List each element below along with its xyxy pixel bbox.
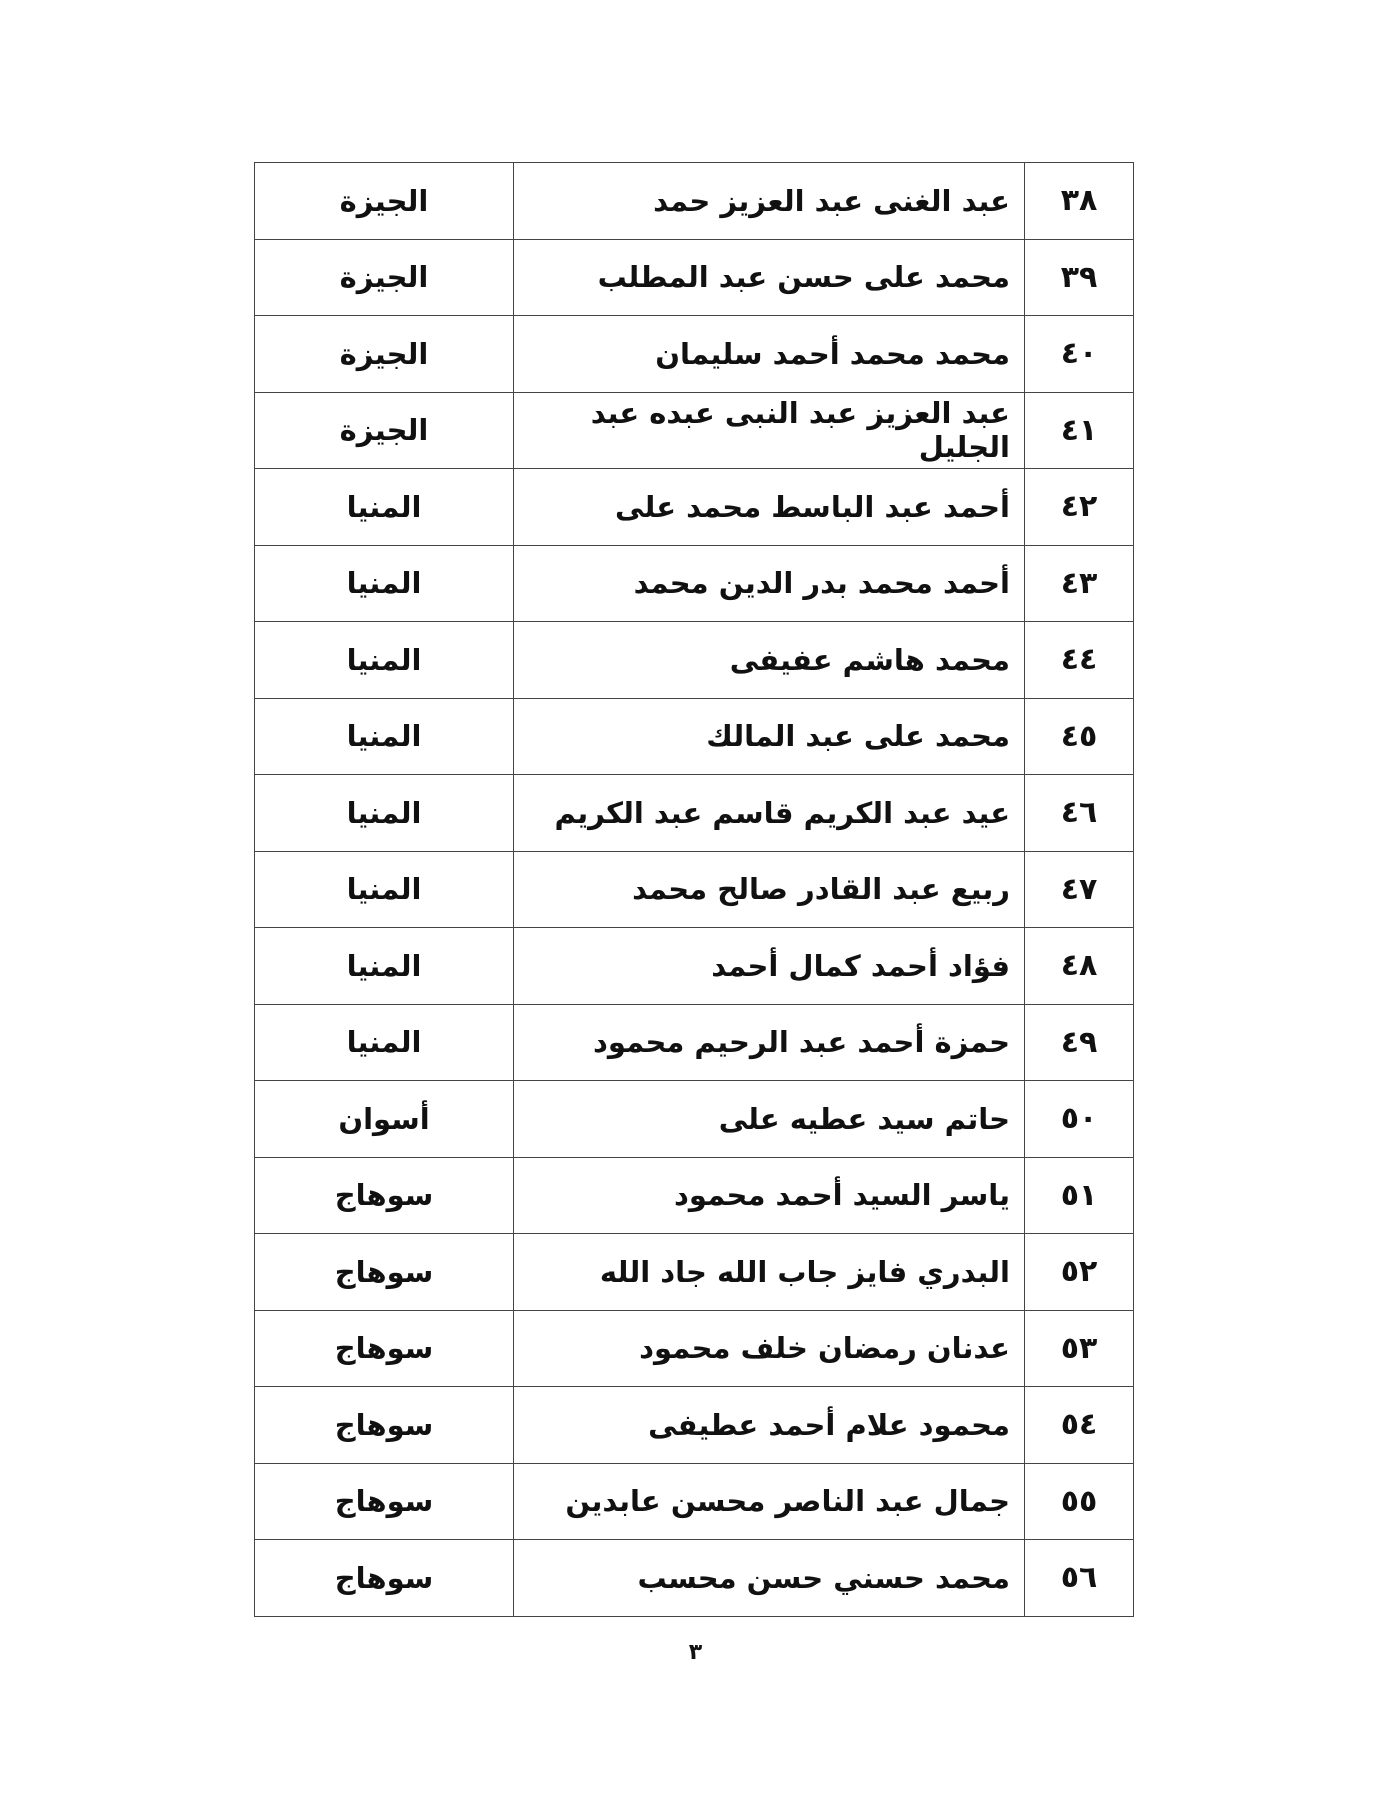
- row-number: ٤٩: [1025, 1004, 1134, 1081]
- roster-table: [254, 162, 1134, 1617]
- table-row: [255, 1004, 1134, 1081]
- governorate: الجيزة: [255, 163, 514, 240]
- person-name: محمد محمد أحمد سليمان: [514, 316, 1025, 393]
- person-name: محمد هاشم عفيفى: [514, 622, 1025, 699]
- governorate: المنيا: [255, 775, 514, 852]
- person-name: البدري فايز جاب الله جاد الله: [514, 1234, 1025, 1311]
- table-row: [255, 775, 1134, 852]
- governorate: المنيا: [255, 545, 514, 622]
- table-row: [255, 1157, 1134, 1234]
- person-name: محمد حسني حسن محسب: [514, 1540, 1025, 1617]
- person-name: عبد العزيز عبد النبى عبده عبد الجليل: [514, 392, 1025, 469]
- row-number: ٥٣: [1025, 1310, 1134, 1387]
- table-row: [255, 239, 1134, 316]
- row-number: ٤٥: [1025, 698, 1134, 775]
- row-number: ٥٦: [1025, 1540, 1134, 1617]
- table-row: [255, 545, 1134, 622]
- table-row: [255, 698, 1134, 775]
- row-number: ٤٨: [1025, 928, 1134, 1005]
- person-name: فؤاد أحمد كمال أحمد: [514, 928, 1025, 1005]
- person-name: ياسر السيد أحمد محمود: [514, 1157, 1025, 1234]
- table-row: [255, 1387, 1134, 1464]
- row-number: ٤٢: [1025, 469, 1134, 546]
- governorate: أسوان: [255, 1081, 514, 1158]
- table-row: [255, 316, 1134, 393]
- governorate: سوهاج: [255, 1387, 514, 1464]
- table-row: [255, 163, 1134, 240]
- row-number: ٤١: [1025, 392, 1134, 469]
- row-number: ٥٤: [1025, 1387, 1134, 1464]
- person-name: جمال عبد الناصر محسن عابدين: [514, 1463, 1025, 1540]
- table-row: [255, 928, 1134, 1005]
- table-row: [255, 622, 1134, 699]
- governorate: الجيزة: [255, 392, 514, 469]
- row-number: ٤٦: [1025, 775, 1134, 852]
- row-number: ٥٥: [1025, 1463, 1134, 1540]
- person-name: حمزة أحمد عبد الرحيم محمود: [514, 1004, 1025, 1081]
- person-name: محمد على حسن عبد المطلب: [514, 239, 1025, 316]
- person-name: عدنان رمضان خلف محمود: [514, 1310, 1025, 1387]
- table-row: [255, 1081, 1134, 1158]
- governorate: سوهاج: [255, 1234, 514, 1311]
- table-row: [255, 1234, 1134, 1311]
- governorate: الجيزة: [255, 239, 514, 316]
- row-number: ٤٧: [1025, 851, 1134, 928]
- row-number: ٣٩: [1025, 239, 1134, 316]
- row-number: ٣٨: [1025, 163, 1134, 240]
- table-row: [255, 851, 1134, 928]
- person-name: عبد الغنى عبد العزيز حمد: [514, 163, 1025, 240]
- row-number: ٥٢: [1025, 1234, 1134, 1311]
- governorate: الجيزة: [255, 316, 514, 393]
- person-name: محمود علام أحمد عطيفى: [514, 1387, 1025, 1464]
- table-row: [255, 469, 1134, 546]
- page-number: ٣: [688, 1640, 703, 1665]
- row-number: ٥٠: [1025, 1081, 1134, 1158]
- person-name: عيد عبد الكريم قاسم عبد الكريم: [514, 775, 1025, 852]
- governorate: المنيا: [255, 622, 514, 699]
- row-number: ٥١: [1025, 1157, 1134, 1234]
- person-name: ربيع عبد القادر صالح محمد: [514, 851, 1025, 928]
- table-row: [255, 392, 1134, 469]
- governorate: المنيا: [255, 928, 514, 1005]
- governorate: سوهاج: [255, 1157, 514, 1234]
- roster-table-body: [255, 163, 1134, 1617]
- person-name: أحمد عبد الباسط محمد على: [514, 469, 1025, 546]
- row-number: ٤٠: [1025, 316, 1134, 393]
- person-name: محمد على عبد المالك: [514, 698, 1025, 775]
- person-name: حاتم سيد عطيه على: [514, 1081, 1025, 1158]
- roster-sheet: [254, 162, 1134, 1617]
- table-row: [255, 1310, 1134, 1387]
- table-row: [255, 1540, 1134, 1617]
- governorate: المنيا: [255, 698, 514, 775]
- row-number: ٤٣: [1025, 545, 1134, 622]
- table-row: [255, 1463, 1134, 1540]
- governorate: سوهاج: [255, 1463, 514, 1540]
- row-number: ٤٤: [1025, 622, 1134, 699]
- governorate: المنيا: [255, 851, 514, 928]
- governorate: المنيا: [255, 469, 514, 546]
- governorate: سوهاج: [255, 1310, 514, 1387]
- governorate: المنيا: [255, 1004, 514, 1081]
- person-name: أحمد محمد بدر الدين محمد: [514, 545, 1025, 622]
- governorate: سوهاج: [255, 1540, 514, 1617]
